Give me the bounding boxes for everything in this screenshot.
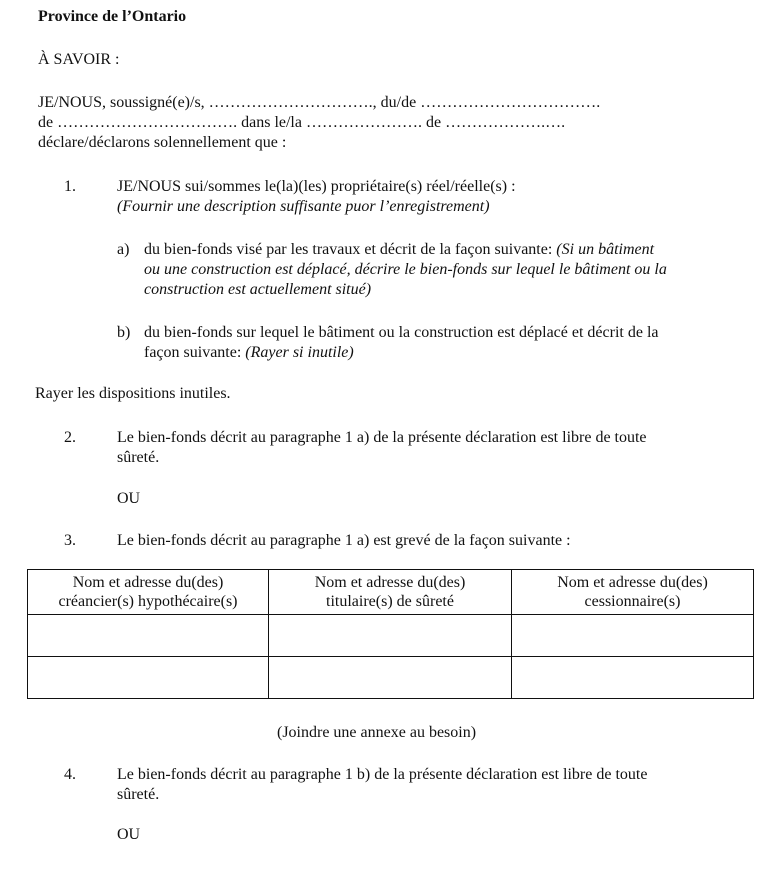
- table-row: [28, 657, 754, 699]
- place-blank: …………………………….: [57, 114, 242, 131]
- header-assignee-line-2: cessionnaire(s): [584, 593, 681, 610]
- item-2-line-2: sûreté.: [117, 449, 160, 466]
- item-1b-text: façon suivante:: [144, 344, 246, 361]
- header-assignee: [512, 570, 754, 615]
- intro-line-1: [38, 93, 600, 113]
- item-4-number: 4.: [64, 766, 76, 783]
- of-label-2: de: [38, 114, 58, 131]
- table-cell[interactable]: [269, 615, 512, 657]
- intro-undersigned-label: JE/NOUS, soussigné(e)/s,: [38, 94, 209, 111]
- table-cell[interactable]: [269, 657, 512, 699]
- item-1a-note-start: (Si un bâtiment: [556, 241, 655, 258]
- of-label: du/de: [380, 94, 421, 111]
- intro-line-3: déclare/déclarons solennellement que :: [38, 134, 287, 151]
- item-1a-line-3: construction est actuellement situé): [144, 281, 372, 298]
- table-cell[interactable]: [512, 657, 754, 699]
- item-1a-line-2: ou une construction est déplacé, décrire le bien-fonds sur lequel le bâtiment ou la: [144, 261, 667, 278]
- item-3-number: 3.: [64, 532, 76, 549]
- name-blank: ………………………….,: [208, 94, 381, 111]
- item-1-number: 1.: [64, 178, 76, 195]
- item-1a-text: du bien-fonds visé par les travaux et décrit de la façon suivante:: [144, 241, 557, 258]
- surety-table: [27, 569, 754, 699]
- header-surety-holder-line-1: Nom et adresse du(des): [314, 574, 466, 591]
- table-row: [28, 615, 754, 657]
- table-cell[interactable]: [28, 657, 269, 699]
- item-1a-line-1: [144, 240, 746, 260]
- header-mortgagee-line-1: Nom et adresse du(des): [72, 574, 224, 591]
- province-heading: Province de l’Ontario: [38, 8, 187, 25]
- item-4-line-2: sûreté.: [117, 786, 160, 803]
- city-blank: …………………………….: [420, 94, 601, 111]
- item-1b-line-2: [144, 343, 354, 363]
- item-1b-line-1: du bien-fonds sur lequel le bâtiment ou la construction est déplacé et décrit de la: [144, 324, 659, 341]
- header-mortgagee: [28, 570, 269, 615]
- header-surety-holder: [269, 570, 512, 615]
- item-1b-note: (Rayer si inutile): [245, 344, 354, 361]
- item-2-or: OU: [117, 490, 141, 507]
- a-savoir-heading: À SAVOIR :: [38, 51, 120, 68]
- item-1-note: (Fournir une description suffisante puor l’enregistrement): [117, 198, 490, 215]
- item-4-or: OU: [117, 826, 141, 843]
- strike-note: Rayer les dispositions inutiles.: [35, 385, 231, 402]
- item-1b-label: b): [117, 324, 131, 341]
- municipality-blank: ………………….: [305, 114, 426, 131]
- header-surety-holder-line-2: titulaire(s) de sûreté: [326, 593, 454, 610]
- annex-note: (Joindre une annexe au besoin): [277, 724, 477, 741]
- intro-line-2: [38, 113, 565, 133]
- item-2-number: 2.: [64, 429, 76, 446]
- table-cell[interactable]: [512, 615, 754, 657]
- table-cell[interactable]: [28, 615, 269, 657]
- item-1-text: JE/NOUS sui/sommes le(la)(les) propriétaire(s) réel/réelle(s) :: [117, 178, 516, 195]
- header-mortgagee-line-2: créancier(s) hypothécaire(s): [58, 593, 238, 610]
- item-2-line-1: Le bien-fonds décrit au paragraphe 1 a) de la présente déclaration est libre de toute: [117, 429, 647, 446]
- surety-table-header-row: [28, 570, 754, 615]
- item-3-text: Le bien-fonds décrit au paragraphe 1 a) est grevé de la façon suivante :: [117, 532, 571, 549]
- item-1a-label: a): [117, 241, 130, 258]
- region-blank: ……………….….: [445, 114, 566, 131]
- of-label-3: de: [425, 114, 446, 131]
- in-label: dans le/la: [241, 114, 306, 131]
- header-assignee-line-1: Nom et adresse du(des): [557, 574, 708, 591]
- item-4-line-1: Le bien-fonds décrit au paragraphe 1 b) de la présente déclaration est libre de toute: [117, 766, 648, 783]
